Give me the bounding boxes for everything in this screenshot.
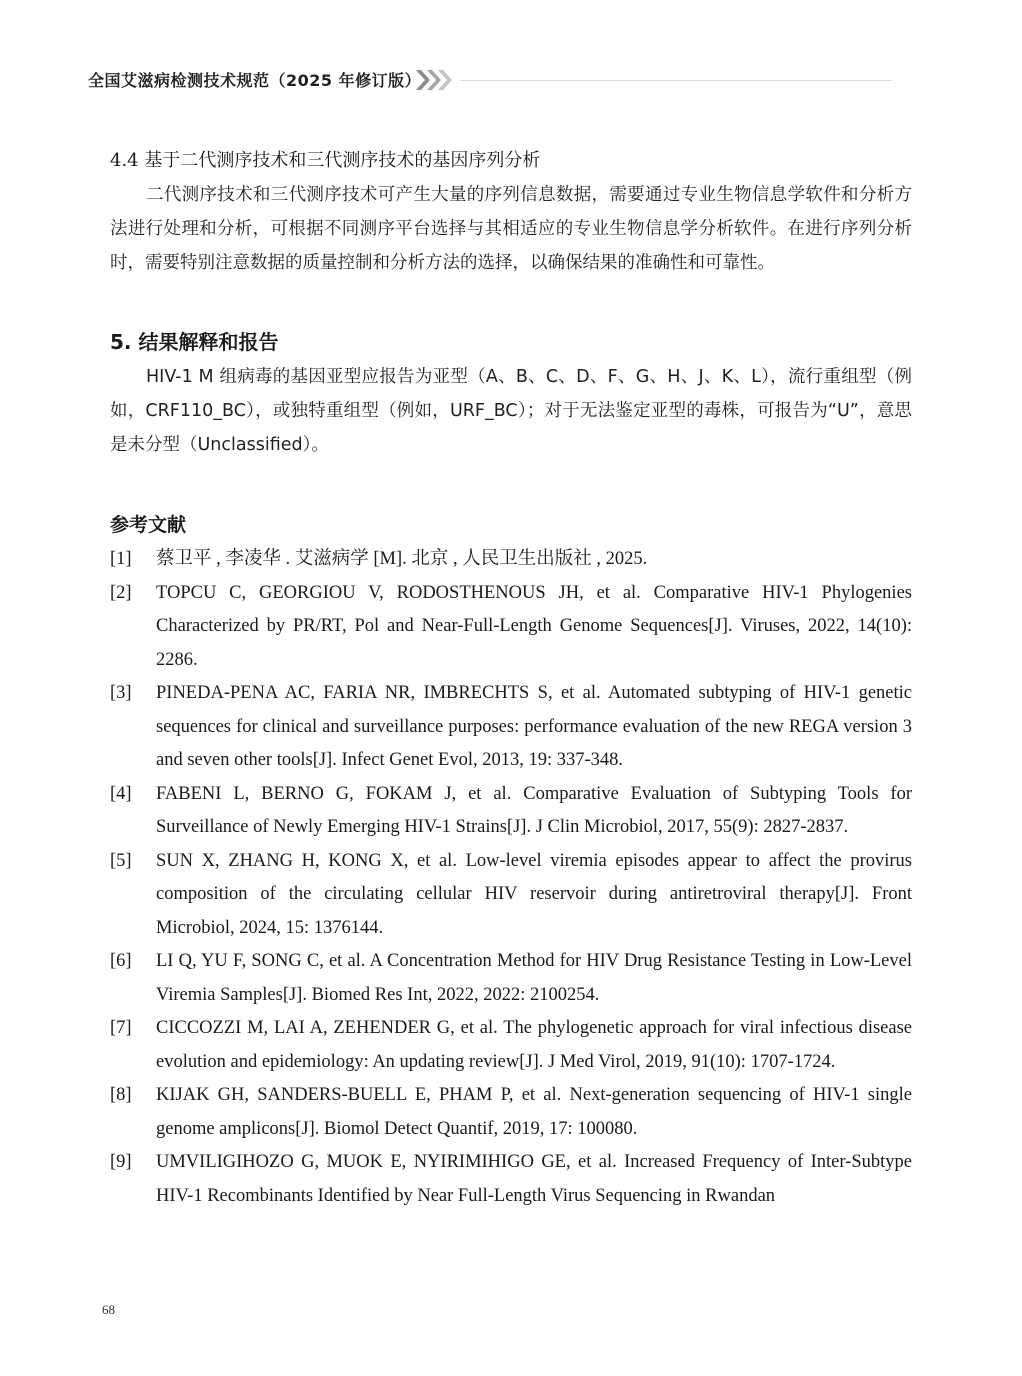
- section-5-paragraph: HIV-1 M 组病毒的基因亚型应报告为亚型（A、B、C、D、F、G、H、J、K、L），流行重组型（例如，CRF110_BC），或独特重组型（例如，URF_BC）；对于无法鉴定亚型的毒株，可报告为“U”，意思是未分型（Unclassified）。: [110, 367, 912, 455]
- reference-item: [6] LI Q, YU F, SONG C, et al. A Concentration Method for HIV Drug Resistance Testing in Low-Level Viremia Samples[J]. Biomed Res Int, 2022, 2022: 2100254.: [110, 951, 912, 1005]
- reference-item: [5] SUN X, ZHANG H, KONG X, et al. Low-level viremia episodes appear to affect the provirus composition of the circulating cellular HIV reservoir during antiretroviral therapy[J]. Front Microbiol, 2024, 15: 1376144.: [110, 850, 912, 938]
- reference-list: [110, 543, 912, 1213]
- section-4-4-paragraph: 二代测序技术和三代测序技术可产生大量的序列信息数据，需要通过专业生物信息学软件和分析方法进行处理和分析，可根据不同测序平台选择与其相适应的专业生物信息学分析软件。在进行序列分析时，需要特别注意数据的质量控制和分析方法的选择，以确保结果的准确性和可靠性。: [110, 185, 912, 273]
- running-header: [88, 66, 808, 96]
- section-5-heading: 5. 结果解释和报告: [110, 330, 279, 354]
- section-4-4-heading: 4.4 基于二代测序技术和三代测序技术的基因序列分析: [110, 150, 541, 171]
- reference-item: [3] PINEDA-PENA AC, FARIA NR, IMBRECHTS S, et al. Automated subtyping of HIV-1 genetic sequences for clinical and surveillance purposes: performance evaluation of the new REGA version 3 and seven other tools[J]. Infect Genet Evol, 2013, 19: 337-348.: [110, 683, 912, 770]
- page-number: 68: [102, 1302, 115, 1317]
- reference-item: [8] KIJAK GH, SANDERS-BUELL E, PHAM P, et al. Next-generation sequencing of HIV-1 single genome amplicons[J]. Biomol Detect Quantif, 2019, 17: 100080.: [110, 1085, 912, 1139]
- reference-item: [1] 蔡卫平 , 李凌华 . 艾滋病学 [M]. 北京 , 人民卫生出版社 , 2025.: [110, 549, 648, 569]
- references-heading: 参考文献: [110, 514, 187, 536]
- reference-item: [2] TOPCU C, GEORGIOU V, RODOSTHENOUS JH, et al. Comparative HIV-1 Phylogenies Characterized by PR/RT, Pol and Near-Full-Length Genome Sequences[J]. Viruses, 2022, 14(10): 2286.: [110, 582, 912, 670]
- reference-item: [4] FABENI L, BERNO G, FOKAM J, et al. Comparative Evaluation of Subtyping Tools for Surveillance of Newly Emerging HIV-1 Strains[J]. J Clin Microbiol, 2017, 55(9): 2827-2837.: [110, 783, 912, 837]
- reference-item: [7] CICCOZZI M, LAI A, ZEHENDER G, et al. The phylogenetic approach for viral infectious disease evolution and epidemiology: An updating review[J]. J Med Virol, 2019, 91(10): 1707-1724.: [110, 1018, 912, 1072]
- header-rule: [460, 80, 892, 81]
- reference-item: [9] UMVILIGIHOZO G, MUOK E, NYIRIMIHIGO GE, et al. Increased Frequency of Inter-Subtype HIV-1 Recombinants Identified by Near Full-Length Virus Sequencing in Rwandan: [110, 1152, 912, 1206]
- double-chevron-icon: [416, 68, 456, 92]
- running-header-title: 全国艾滋病检测技术规范（2025 年修订版）: [88, 71, 422, 90]
